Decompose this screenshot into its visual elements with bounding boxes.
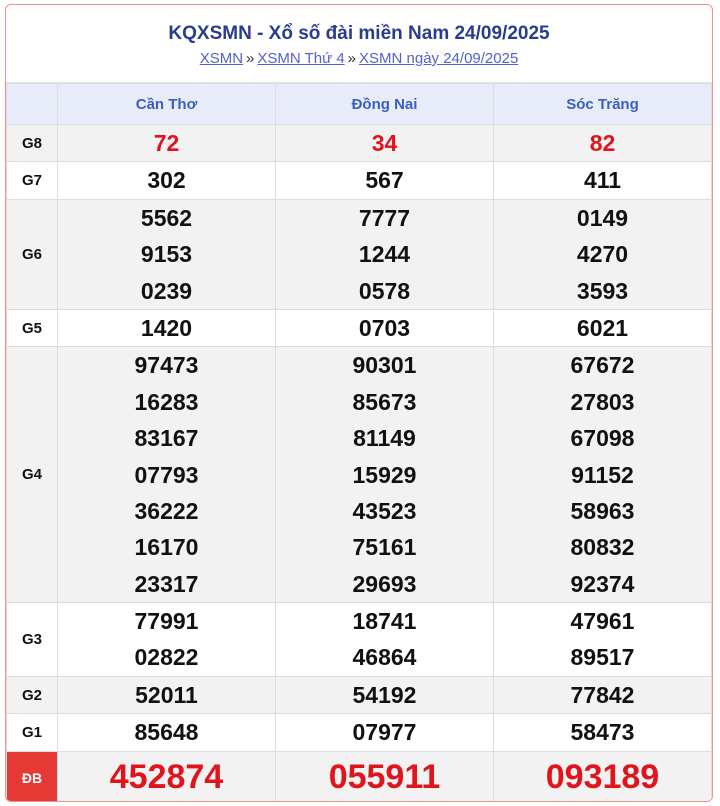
prize-row-g3 bbox=[7, 603, 712, 677]
prize-cell bbox=[276, 714, 494, 751]
prize-number: 16283 bbox=[134, 388, 199, 415]
prize-cell bbox=[276, 603, 494, 677]
prize-row-g5 bbox=[7, 309, 712, 346]
breadcrumb bbox=[6, 50, 712, 68]
prize-number: 6021 bbox=[576, 314, 629, 341]
prize-number: 90301 bbox=[352, 352, 417, 379]
prize-cell bbox=[494, 125, 712, 162]
prize-cell bbox=[494, 714, 712, 751]
prize-number: 411 bbox=[583, 167, 622, 194]
breadcrumb-link-xsmn-date[interactable]: XSMN ngày 24/09/2025 bbox=[359, 50, 519, 67]
prize-number: 36222 bbox=[134, 497, 199, 524]
prize-label: G6 bbox=[7, 199, 58, 309]
prize-number: 567 bbox=[365, 167, 404, 194]
prize-number: 89517 bbox=[570, 644, 635, 671]
prize-cell bbox=[276, 751, 494, 802]
breadcrumb-separator: » bbox=[246, 50, 255, 67]
prize-number: 1244 bbox=[358, 241, 411, 268]
results-header bbox=[6, 5, 712, 83]
prize-number: 15929 bbox=[352, 461, 417, 488]
prize-cell bbox=[494, 309, 712, 346]
prize-number: 75161 bbox=[352, 534, 417, 561]
prize-number: 093189 bbox=[545, 758, 660, 797]
prize-row-g6 bbox=[7, 199, 712, 309]
prize-number: 82 bbox=[589, 130, 616, 156]
prize-label: G3 bbox=[7, 603, 58, 677]
prize-number: 4270 bbox=[576, 241, 629, 268]
province-can-tho: Cần Thơ bbox=[58, 84, 276, 125]
prize-cell bbox=[276, 676, 494, 713]
prize-row-g1 bbox=[7, 714, 712, 751]
prize-number: 85648 bbox=[134, 719, 199, 746]
prize-cell bbox=[58, 676, 276, 713]
prize-number: 83167 bbox=[134, 425, 199, 452]
prize-label: G4 bbox=[7, 347, 58, 603]
prize-number: 27803 bbox=[570, 388, 635, 415]
page-title: KQXSMN - Xổ số đài miền Nam 24/09/2025 bbox=[168, 23, 550, 44]
breadcrumb-link-xsmn-thu-4[interactable]: XSMN Thứ 4 bbox=[257, 50, 345, 67]
prize-number: 72 bbox=[153, 130, 180, 156]
prize-number: 34 bbox=[371, 130, 398, 156]
prize-number: 16170 bbox=[134, 534, 199, 561]
prize-row-g8 bbox=[7, 125, 712, 162]
results-table bbox=[6, 83, 712, 802]
prize-label: G5 bbox=[7, 309, 58, 346]
prize-cell bbox=[276, 162, 494, 199]
prize-number: 0239 bbox=[140, 277, 193, 304]
prize-cell bbox=[494, 347, 712, 603]
prize-number: 02822 bbox=[134, 644, 199, 671]
prize-cell bbox=[58, 309, 276, 346]
prize-number: 54192 bbox=[352, 681, 417, 708]
prize-number: 055911 bbox=[328, 758, 441, 797]
prize-row-g4 bbox=[7, 347, 712, 603]
prize-number: 97473 bbox=[134, 352, 199, 379]
prize-cell bbox=[58, 603, 276, 677]
prize-cell bbox=[276, 199, 494, 309]
prize-number: 47961 bbox=[570, 608, 635, 635]
prize-cell bbox=[494, 751, 712, 802]
prize-label: G7 bbox=[7, 162, 58, 199]
prize-number: 92374 bbox=[570, 570, 635, 597]
province-soc-trang: Sóc Trăng bbox=[494, 84, 712, 125]
breadcrumb-link-xsmn[interactable]: XSMN bbox=[199, 50, 244, 67]
prize-cell bbox=[58, 347, 276, 603]
prize-number: 452874 bbox=[109, 758, 224, 797]
prize-number: 23317 bbox=[134, 570, 199, 597]
prize-number: 302 bbox=[147, 167, 186, 194]
prize-cell bbox=[494, 199, 712, 309]
prize-number: 58473 bbox=[570, 719, 635, 746]
prize-number: 9153 bbox=[140, 241, 193, 268]
prize-number: 07977 bbox=[352, 719, 417, 746]
prize-number: 91152 bbox=[571, 461, 634, 488]
province-dong-nai: Đồng Nai bbox=[276, 84, 494, 125]
prize-number: 77991 bbox=[134, 608, 199, 635]
prize-number: 67672 bbox=[570, 352, 635, 379]
prize-label: G1 bbox=[7, 714, 58, 751]
prize-row-g7 bbox=[7, 162, 712, 199]
prize-number: 81149 bbox=[353, 425, 416, 452]
prize-number: 46864 bbox=[352, 644, 417, 671]
prize-row-db bbox=[7, 751, 712, 802]
prize-number: 1420 bbox=[140, 314, 193, 341]
prize-number: 0578 bbox=[358, 277, 411, 304]
prize-cell bbox=[494, 676, 712, 713]
prize-number: 5562 bbox=[140, 204, 193, 231]
prize-number: 29693 bbox=[352, 570, 417, 597]
prize-number: 85673 bbox=[352, 388, 417, 415]
prize-cell bbox=[276, 347, 494, 603]
results-panel bbox=[5, 4, 713, 802]
prize-label: G8 bbox=[7, 125, 58, 162]
breadcrumb-separator: » bbox=[347, 50, 357, 67]
province-header-row bbox=[7, 84, 712, 125]
prize-number: 3593 bbox=[576, 277, 629, 304]
prize-cell bbox=[58, 714, 276, 751]
prize-cell bbox=[58, 751, 276, 802]
prize-number: 58963 bbox=[570, 497, 635, 524]
prize-number: 77842 bbox=[570, 681, 635, 708]
prize-number: 18741 bbox=[352, 608, 417, 635]
prize-label: ĐB bbox=[7, 751, 58, 802]
corner-cell bbox=[7, 84, 58, 125]
prize-label: G2 bbox=[7, 676, 58, 713]
prize-number: 0703 bbox=[358, 314, 411, 341]
prize-cell bbox=[276, 125, 494, 162]
prize-number: 43523 bbox=[352, 497, 417, 524]
prize-number: 0149 bbox=[576, 204, 629, 231]
prize-cell bbox=[494, 162, 712, 199]
prize-number: 07793 bbox=[134, 461, 199, 488]
prize-cell bbox=[58, 125, 276, 162]
prize-number: 52011 bbox=[135, 681, 198, 708]
prize-number: 7777 bbox=[358, 204, 411, 231]
prize-number: 80832 bbox=[570, 534, 635, 561]
prize-row-g2 bbox=[7, 676, 712, 713]
prize-cell bbox=[58, 162, 276, 199]
prize-cell bbox=[494, 603, 712, 677]
prize-cell bbox=[276, 309, 494, 346]
prize-cell bbox=[58, 199, 276, 309]
prize-number: 67098 bbox=[570, 425, 635, 452]
